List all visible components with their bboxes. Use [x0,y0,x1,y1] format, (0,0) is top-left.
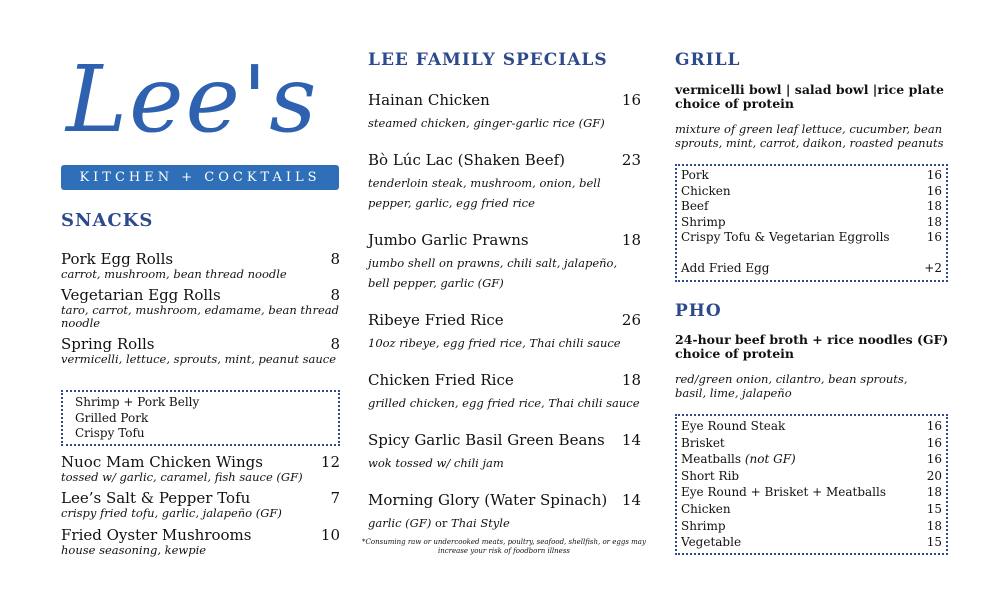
item-price: 18 [621,371,641,389]
item-desc: taro, carrot, mushroom, edamame, bean thread noodle [61,303,339,330]
protein-row [681,534,942,551]
item-desc: steamed chicken, ginger-garlic rice (GF) [368,116,605,130]
protein-name: Short Rib [681,468,740,483]
item-name: Spring Rolls [61,335,155,353]
protein-option: Shrimp + Pork Belly [75,395,200,409]
addon-name: Add Fried Egg [681,260,770,275]
protein-name: Crispy Tofu & Vegetarian Eggrolls [681,230,890,244]
grill-title: GRILL [675,50,741,70]
menu-item [368,151,641,213]
protein-price: 16 [926,168,942,182]
item-price: 23 [621,151,641,169]
menu-item [61,489,340,520]
protein-name: Beef [681,199,709,213]
addon-price: +2 [924,260,942,275]
item-price: 8 [330,286,340,304]
logo-tagline: KITCHEN + COCKTAILS [61,165,339,190]
item-price: 8 [330,335,340,353]
item-name: Bò Lúc Lac (Shaken Beef) [368,151,565,169]
item-name: Pork Egg Rolls [61,250,174,268]
item-name: Chicken Fried Rice [368,371,514,389]
item-name: Jumbo Garlic Prawns [368,231,529,249]
menu-item [61,250,340,281]
protein-row [681,418,942,435]
protein-row [681,215,942,231]
pho-title: PHO [675,301,722,321]
item-desc: 10oz ribeye, egg fried rice, Thai chili sauce [368,336,621,350]
protein-row [681,501,942,518]
specials-title: LEE FAMILY SPECIALS [368,50,608,70]
addon-row [681,261,942,277]
protein-price: 16 [926,183,942,198]
protein-price: 18 [926,199,942,213]
item-price: 12 [320,453,340,471]
item-name: Spicy Garlic Basil Green Beans [368,431,605,449]
menu-item [368,491,641,533]
item-name: Nuoc Mam Chicken Wings [61,453,263,471]
protein-price: 16 [926,230,942,244]
item-price: 14 [621,431,641,449]
protein-name: Chicken [681,183,731,198]
protein-price: 15 [926,535,942,550]
protein-row [681,468,942,485]
snacks-title: SNACKS [61,210,154,231]
grill-subtitle: vermicelli bowl | salad bowl |rice plate choice of protein [675,82,944,111]
item-price: 10 [320,526,340,544]
menu-item [61,286,340,330]
protein-price: 16 [926,435,942,450]
menu-item [368,231,641,293]
desc-or: or [434,516,448,530]
protein-name: Pork [681,168,709,182]
protein-option: Crispy Tofu [75,426,145,440]
item-price: 16 [621,91,641,109]
protein-price: 15 [926,501,942,516]
item-name: Hainan Chicken [368,91,490,109]
protein-row [681,184,942,200]
item-price: 8 [330,250,340,268]
protein-price: 16 [926,452,942,467]
item-desc: tossed w/ garlic, caramel, fish sauce (GF) [61,470,303,484]
consumer-advisory: *Consuming raw or undercooked meats, poultry, seafood, shellfish, or eggs may increase your risk of foodborn illness [362,538,646,555]
protein-price: 16 [926,419,942,433]
grill-desc: mixture of green leaf lettuce, cucumber, bean sprouts, mint, carrot, daikon, roasted peanuts [675,122,944,150]
protein-name: Eye Round Steak [681,419,786,433]
protein-price: 18 [926,214,942,229]
pho-protein-box [675,414,948,555]
protein-row [681,230,942,246]
protein-price: 18 [926,518,942,533]
item-name: Vegetarian Egg Rolls [61,286,221,304]
item-price: 14 [621,491,641,509]
protein-row [681,518,942,535]
protein-name: Shrimp [681,518,726,533]
protein-option: Grilled Pork [75,410,149,425]
menu-item [61,453,340,484]
desc-part: garlic (GF) [368,516,435,530]
item-name: Fried Oyster Mushrooms [61,526,252,544]
item-price: 26 [621,311,641,329]
item-desc: wok tossed w/ chili jam [368,456,504,470]
item-desc: house seasoning, kewpie [61,543,207,557]
item-desc: jumbo shell on prawns, chili salt, jalapeño, bell pepper, garlic (GF) [368,256,618,290]
protein-row [681,484,942,501]
spring-roll-protein-box [61,390,340,446]
protein-row [681,199,942,215]
logo-script: Lee's [66,46,319,153]
item-name: Lee’s Salt & Pepper Tofu [61,489,251,507]
menu-item [368,91,641,133]
item-desc: carrot, mushroom, bean thread noodle [61,267,287,281]
protein-price: 20 [926,468,942,483]
menu-item [368,431,641,473]
protein-price: 18 [926,485,942,500]
protein-row [681,168,942,184]
menu-item [368,371,641,413]
menu-item [61,526,340,557]
pho-desc: red/green onion, cilantro, bean sprouts, basil, lime, jalapeño [675,372,908,400]
item-name: Ribeye Fried Rice [368,311,504,329]
item-desc [368,513,641,533]
protein-name: Brisket [681,435,725,450]
item-desc: grilled chicken, egg fried rice, Thai chili sauce [368,396,640,410]
protein-row [681,451,942,468]
menu-item [368,311,641,353]
pho-subtitle: 24-hour beef broth + rice noodles (GF) choice of protein [675,332,949,361]
item-price: 7 [330,489,340,507]
protein-note: (not GF) [744,452,796,467]
protein-name: Vegetable [681,535,742,550]
protein-name: Chicken [681,501,731,516]
desc-part: Thai Style [447,516,510,530]
item-desc: crispy fried tofu, garlic, jalapeño (GF) [61,506,282,520]
item-desc: vermicelli, lettuce, sprouts, mint, peanut sauce [61,352,337,366]
protein-row [681,435,942,452]
item-desc: tenderloin steak, mushroom, onion, bell pepper, garlic, egg fried rice [368,176,601,210]
item-price: 18 [621,231,641,249]
item-name: Morning Glory (Water Spinach) [368,491,608,509]
protein-name: Eye Round + Brisket + Meatballs [681,485,887,500]
menu-item [61,335,340,366]
protein-name: Shrimp [681,214,726,229]
protein-name: Meatballs [681,452,742,467]
grill-protein-box [675,164,948,282]
